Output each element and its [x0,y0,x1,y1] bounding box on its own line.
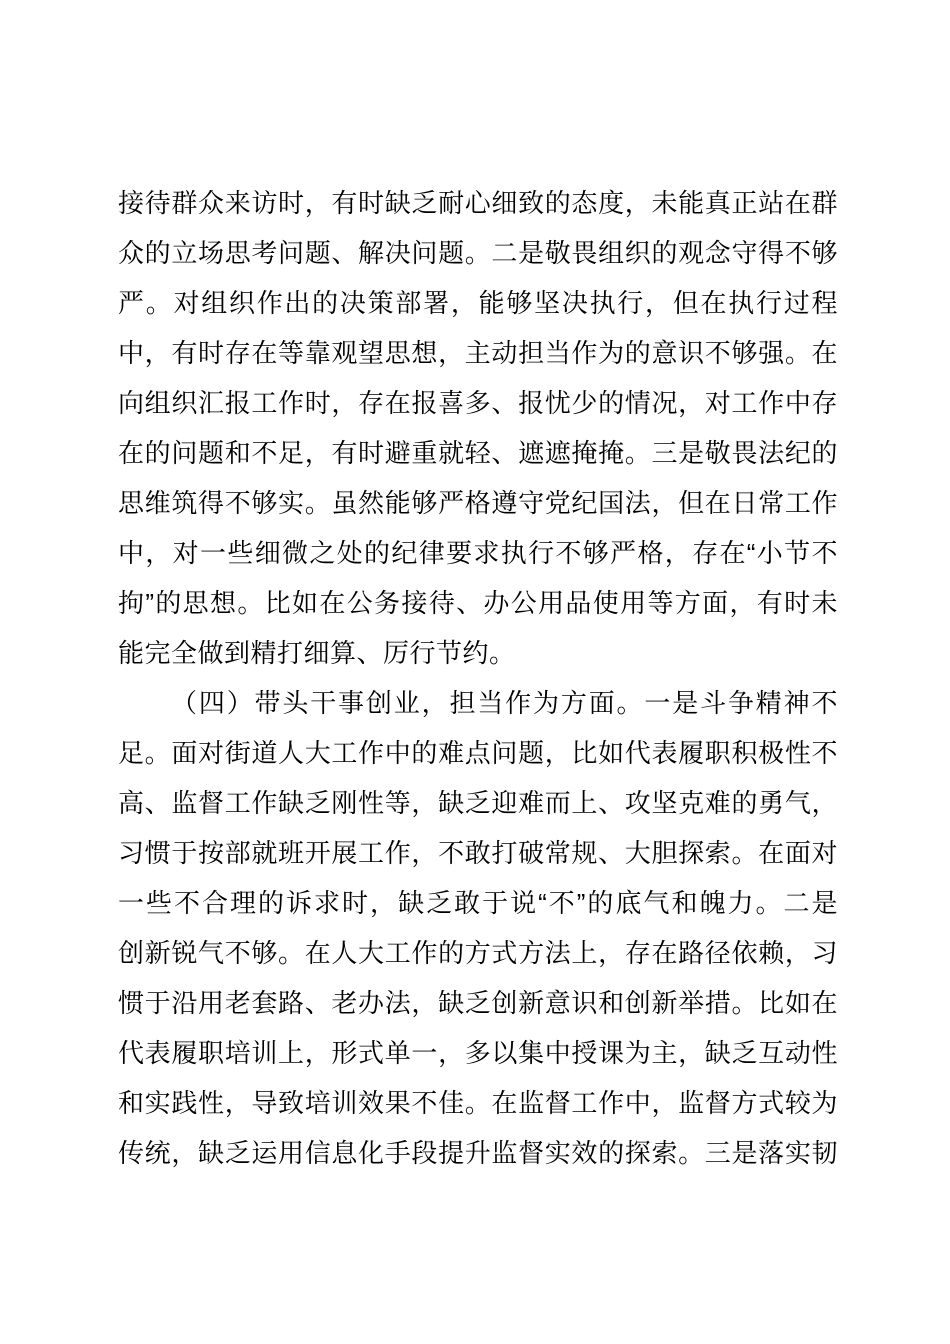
document-body [118,178,838,1178]
text-line: 代表履职培训上，形式单一，多以集中授课为主，缺乏互动性 [118,1038,838,1068]
text-line: 严。对组织作出的决策部署，能够坚决执行，但在执行过程 [118,288,838,318]
text-line-section-heading: （四）带头干事创业，担当作为方面。一是斗争精神不 [171,688,838,718]
text-line: 众的立场思考问题、解决问题。二是敬畏组织的观念守得不够 [118,238,838,268]
text-line: 接待群众来访时，有时缺乏耐心细致的态度，未能真正站在群 [118,188,838,218]
text-line: 惯于沿用老套路、老办法，缺乏创新意识和创新举措。比如在 [118,988,838,1018]
text-line: 拘”的思想。比如在公务接待、办公用品使用等方面，有时未 [118,588,838,618]
text-line: 一些不合理的诉求时，缺乏敢于说“不”的底气和魄力。二是 [118,888,838,918]
text-line: 思维筑得不够实。虽然能够严格遵守党纪国法，但在日常工作 [118,488,838,518]
text-line-paragraph-end: 能完全做到精打细算、厉行节约。 [118,638,516,668]
text-line: 向组织汇报工作时，存在报喜多、报忧少的情况，对工作中存 [118,388,838,418]
text-line: 足。面对街道人大工作中的难点问题，比如代表履职积极性不 [118,738,838,768]
text-line: 创新锐气不够。在人大工作的方式方法上，存在路径依赖，习 [118,938,838,968]
text-line: 中，对一些细微之处的纪律要求执行不够严格，存在“小节不 [118,538,838,568]
text-line: 和实践性，导致培训效果不佳。在监督工作中，监督方式较为 [118,1088,838,1118]
text-line: 中，有时存在等靠观望思想，主动担当作为的意识不够强。在 [118,338,838,368]
text-line: 习惯于按部就班开展工作，不敢打破常规、大胆探索。在面对 [118,838,838,868]
text-line: 在的问题和不足，有时避重就轻、遮遮掩掩。三是敬畏法纪的 [118,438,838,468]
text-line: 高、监督工作缺乏刚性等，缺乏迎难而上、攻坚克难的勇气， [118,788,838,818]
text-line: 传统，缺乏运用信息化手段提升监督实效的探索。三是落实韧 [118,1138,838,1168]
